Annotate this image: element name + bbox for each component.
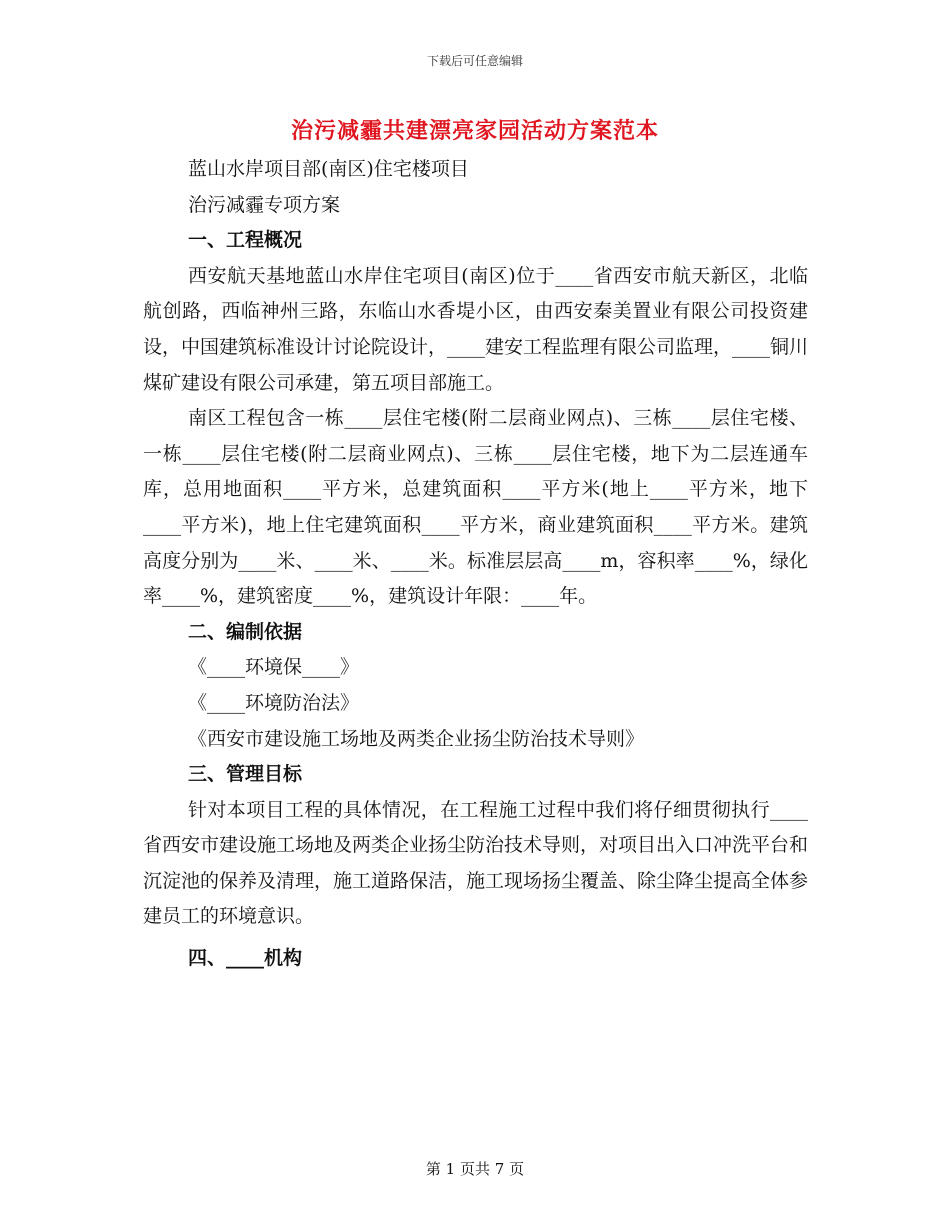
section-heading-overview: 一、工程概况 [188, 229, 303, 252]
goals-paragraph: 针对本项目工程的具体情况，在工程施工过程中我们将仔细贯彻执行____省西安市建设施工场地及两类企业扬尘防治技术导则，对项目出入口冲洗平台和沉淀池的保养及清理，施工道路保洁，施工现场扬尘覆盖、除尘降尘提高全体参建员工的环境意识。 [143, 798, 809, 928]
plan-name-line: 治污减霾专项方案 [188, 193, 341, 216]
section-heading-goals: 三、管理目标 [188, 763, 303, 786]
document-body [143, 152, 808, 977]
document-title: 治污减霾共建漂亮家园活动方案范本 [290, 118, 659, 144]
section-heading-organization: 四、____机构 [188, 947, 303, 970]
page-header: 下载后可任意编辑 [426, 54, 523, 68]
basis-item: 《____环境防治法》 [188, 691, 360, 714]
project-name-line: 蓝山水岸项目部(南区)住宅楼项目 [188, 158, 469, 180]
basis-item: 《____环境保____》 [188, 656, 360, 679]
overview-paragraph-2: 南区工程包含一栋____层住宅楼(附二层商业网点)、三栋____层住宅楼、一栋____层住宅楼(附二层商业网点)、三栋____层住宅楼，地下为二层连通车库，总用地面积____平方米，总建筑面积____平方米(地上____平方米，地下____平方米)，地上住宅建筑面积____平方米，商业建筑面积____平方米。建筑高度分别为____米、____米、____米。标准层层高____m，容积率____%，绿化率____%，建筑密度____%，建筑设计年限：____年。 [143, 407, 808, 608]
page-footer: 第 1 页共 7 页 [425, 1160, 525, 1178]
overview-paragraph-1: 西安航天基地蓝山水岸住宅项目(南区)位于____省西安市航天新区，北临航创路，西临神州三路，东临山水香堤小区，由西安秦美置业有限公司投资建设，中国建筑标准设计讨论院设计，____建安工程监理有限公司监理，____铜川煤矿建设有限公司承建，第五项目部施工。 [143, 264, 809, 394]
section-heading-basis: 二、编制依据 [188, 620, 303, 643]
basis-item: 《西安市建设施工场地及两类企业扬尘防治技术导则》 [188, 727, 645, 750]
